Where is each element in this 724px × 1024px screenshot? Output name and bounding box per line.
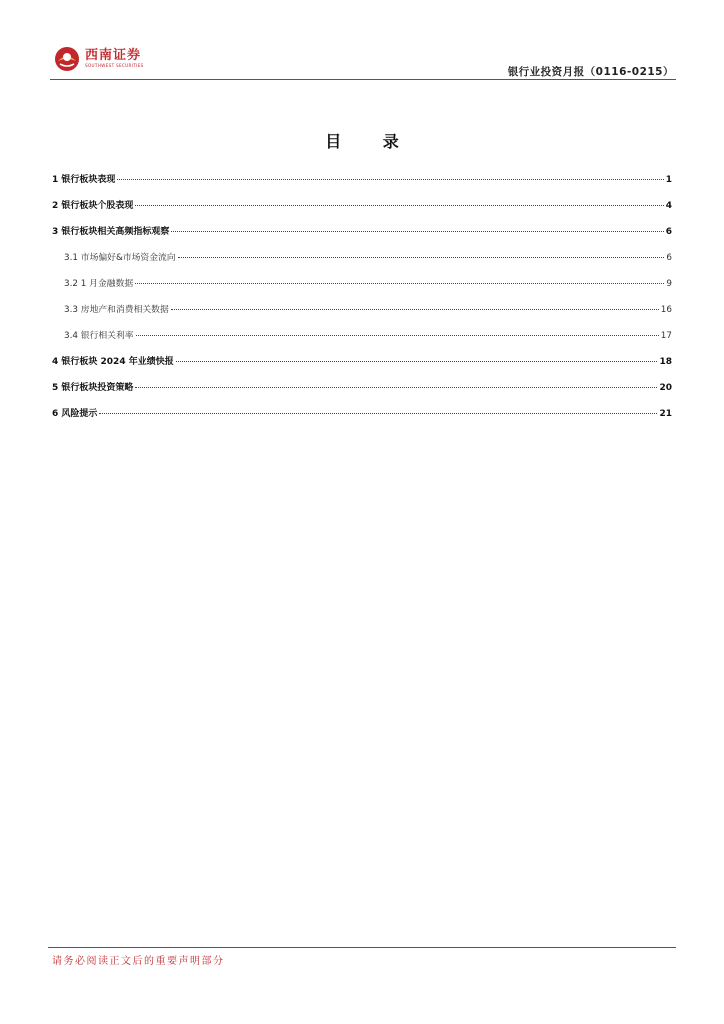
logo-emblem-icon [54,46,80,72]
toc-leader-dots [135,283,664,284]
toc-leader-dots [171,309,659,310]
toc-entry-label: 3 银行板块相关高频指标观察 [52,227,170,237]
toc-leader-dots [171,231,663,232]
page-header [50,40,676,82]
toc-subentry[interactable] [52,276,672,302]
toc-entry-page: 6 [665,227,672,237]
toc-entry-page: 21 [659,409,672,419]
toc-entry-label: 1 银行板块表现 [52,175,116,185]
toc-entry-label: 2 银行板块个股表现 [52,201,134,211]
toc-entry-page: 20 [659,383,672,393]
toc-entry-label: 3.3 房地产和消费相关数据 [64,305,169,315]
table-of-contents [52,172,672,432]
toc-leader-dots [136,335,659,336]
toc-entry[interactable] [52,380,672,406]
logo-chinese-text: 西南证券 [85,48,142,64]
header-divider [50,79,676,80]
company-logo [54,42,144,76]
toc-entry[interactable] [52,406,672,432]
toc-entry[interactable] [52,224,672,250]
toc-entry[interactable] [52,198,672,224]
toc-entry-label: 3.2 1 月金融数据 [64,279,134,289]
toc-heading: 目 录 [325,132,417,151]
toc-leader-dots [117,179,663,180]
toc-entry-label: 3.4 银行相关利率 [64,331,134,341]
toc-subentry[interactable] [52,302,672,328]
toc-leader-dots [135,205,663,206]
toc-entry[interactable] [52,354,672,380]
report-title: 银行业投资月报（0116-0215） [507,66,674,78]
toc-leader-dots [135,387,657,388]
toc-entry-label: 4 银行板块 2024 年业绩快报 [52,357,174,367]
toc-entry-page: 1 [665,175,672,185]
toc-entry-page: 16 [660,305,672,315]
toc-entry-page: 17 [660,331,672,341]
toc-leader-dots [176,361,658,362]
disclaimer-notice: 请务必阅读正文后的重要声明部分 [52,956,225,967]
toc-subentry[interactable] [52,328,672,354]
footer-divider [48,947,676,948]
toc-leader-dots [178,257,665,258]
toc-entry-label: 5 银行板块投资策略 [52,383,134,393]
toc-entry[interactable] [52,172,672,198]
toc-entry-page: 4 [665,201,672,211]
toc-entry-label: 3.1 市场偏好&市场资金流向 [64,253,176,263]
toc-leader-dots [99,413,657,414]
toc-subentry[interactable] [52,250,672,276]
toc-entry-page: 9 [666,279,672,289]
logo-english-text: SOUTHWEST SECURITIES [85,63,144,69]
toc-entry-label: 6 风险提示 [52,409,98,419]
toc-entry-page: 18 [659,357,672,367]
toc-entry-page: 6 [666,253,672,263]
